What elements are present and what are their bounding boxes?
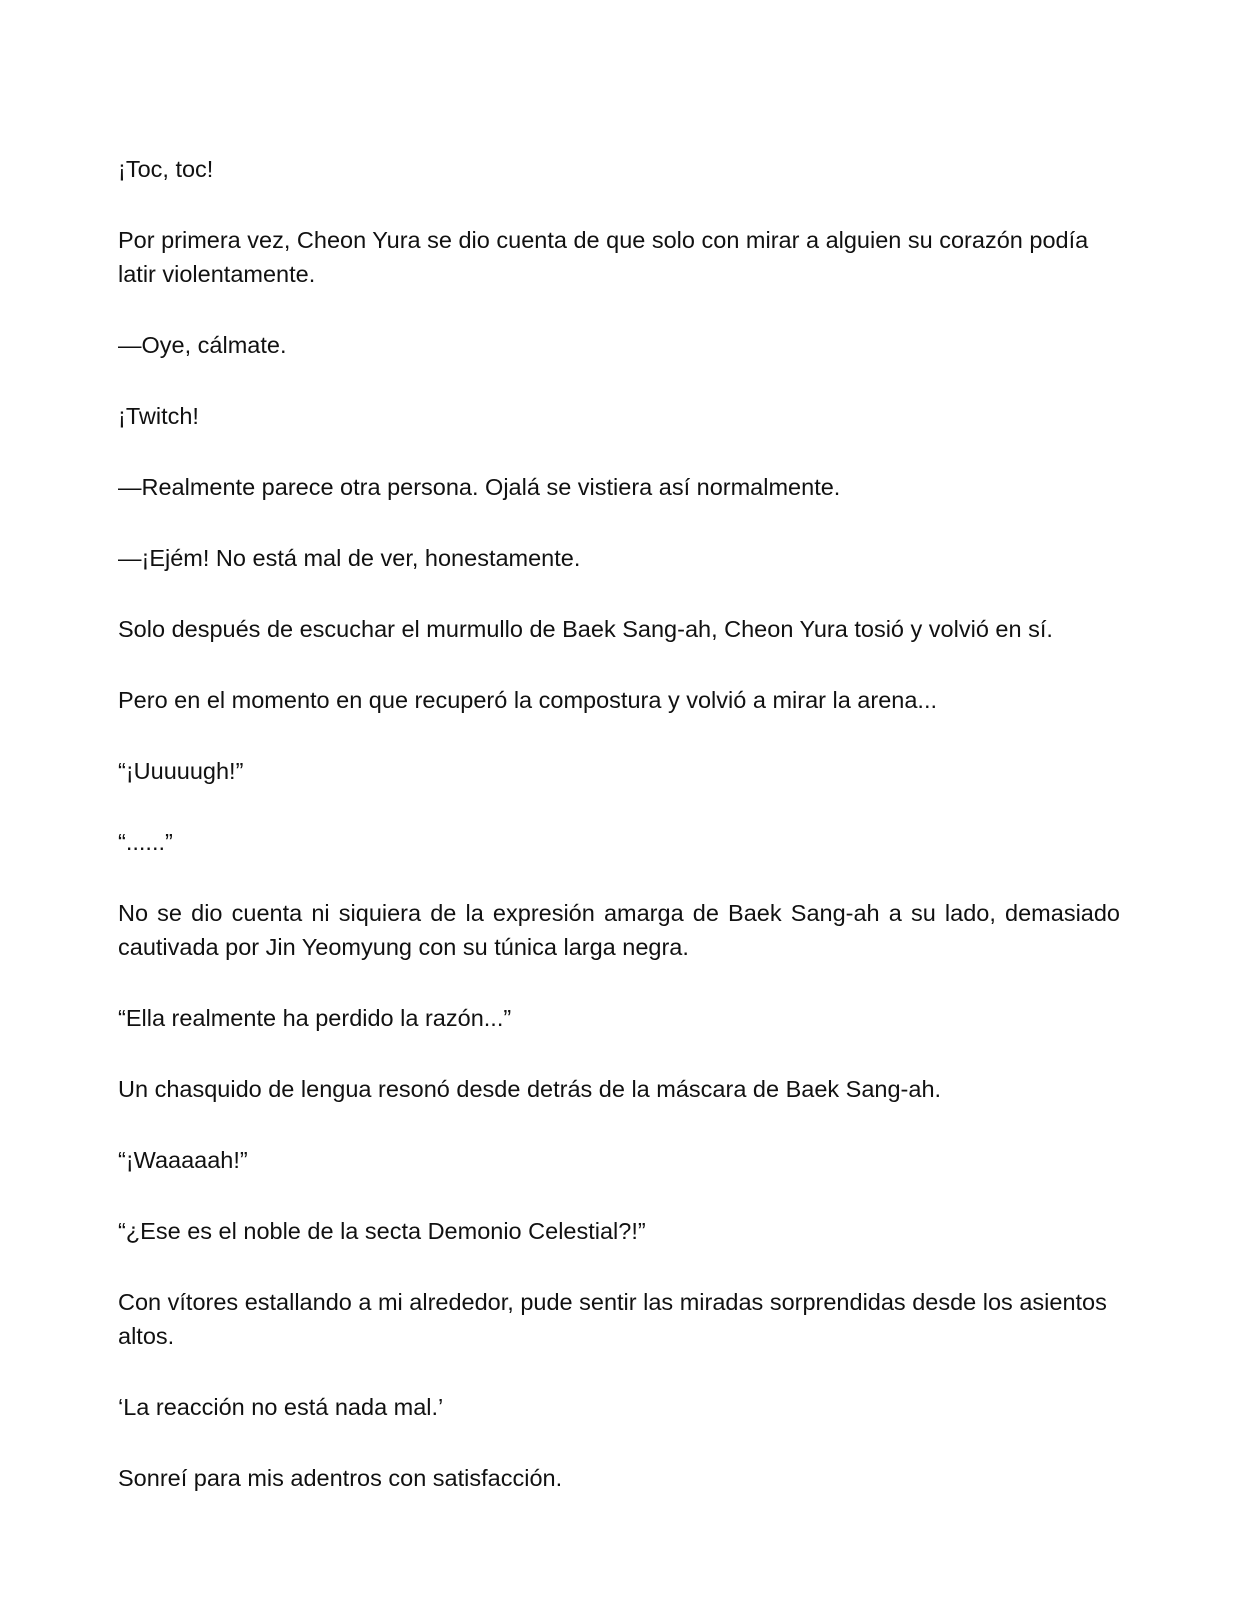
paragraph: ¡Twitch! [118,403,199,429]
paragraph: Con vítores estallando a mi alrededor, pude sentir las miradas sorprendidas desde los asientos altos. [118,1289,1107,1349]
paragraph: No se dio cuenta ni siquiera de la expresión amarga de Baek Sang-ah a su lado, demasiado cautivada por Jin Yeomyung con su túnica larga negra. [118,900,1120,960]
document-body [118,152,1120,1532]
dialogue-line: —¡Ejém! No está mal de ver, honestamente. [118,545,581,571]
paragraph: ¡Toc, toc! [118,156,214,182]
dialogue-line: —Oye, cálmate. [118,332,287,358]
paragraph: Sonreí para mis adentros con satisfacción. [118,1465,563,1491]
paragraph: Por primera vez, Cheon Yura se dio cuenta de que solo con mirar a alguien su corazón podía latir violentamente. [118,227,1089,287]
dialogue-line: “Ella realmente ha perdido la razón...” [118,1005,512,1031]
dialogue-line: “¿Ese es el noble de la secta Demonio Celestial?!” [118,1218,646,1244]
thought-line: ‘La reacción no está nada mal.’ [118,1394,444,1420]
dialogue-line: —Realmente parece otra persona. Ojalá se vistiera así normalmente. [118,474,841,500]
dialogue-line: “¡Waaaaah!” [118,1147,248,1173]
dialogue-line: “......” [118,829,173,855]
paragraph: Solo después de escuchar el murmullo de Baek Sang-ah, Cheon Yura tosió y volvió en sí. [118,616,1053,642]
dialogue-line: “¡Uuuuugh!” [118,758,244,784]
paragraph: Pero en el momento en que recuperó la compostura y volvió a mirar la arena... [118,687,938,713]
paragraph: Un chasquido de lengua resonó desde detrás de la máscara de Baek Sang-ah. [118,1076,942,1102]
